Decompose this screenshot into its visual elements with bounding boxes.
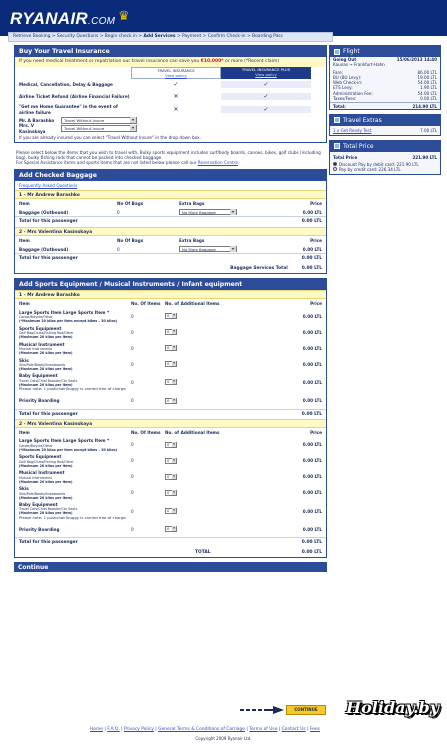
baggage-title: Add Checked Baggage (15, 170, 326, 181)
feature-label: "Get me Home Guarantee" in the event of airline failure (19, 104, 118, 115)
sports-item-name: Large Sports Item Large Sports Item * (19, 438, 110, 444)
item-count: 0 (131, 361, 134, 367)
col-item: Item (19, 200, 30, 206)
sports-item (19, 373, 131, 391)
sports-item-max: (Maximum 20 kilos per item) (19, 351, 73, 355)
passenger-total-row (15, 409, 326, 420)
check-icon: ✓ (221, 81, 311, 89)
col-item: Item (19, 301, 30, 307)
reservation-centre-link[interactable]: Reservation Centre (197, 160, 238, 166)
insurance-select[interactable]: Travel Without Insure ▾ (61, 117, 137, 124)
step-separator: > (138, 34, 143, 39)
check-icon: ✓ (221, 106, 311, 114)
fare-line (330, 96, 440, 101)
additional-items-cell (165, 398, 263, 404)
passenger-heading: 1 - Mr Andrew Barashko (15, 190, 326, 199)
flight-box (329, 45, 441, 110)
passenger-total-label: Total for this passenger (19, 256, 78, 262)
table-row (15, 393, 326, 409)
additional-items-select[interactable]: 0 ▾ (165, 313, 177, 319)
col-extra-bags: Extra Bags (179, 237, 205, 243)
table-row (15, 308, 326, 324)
sports-item-price: 0.00 LTL (302, 508, 322, 514)
footer-link-terms-of-use[interactable]: Terms of Use (249, 727, 278, 732)
fare-label: Web Check-in: (333, 80, 363, 86)
sports-item (19, 454, 131, 467)
baggage-item: Baggage (Outbound) (19, 246, 69, 252)
additional-items-cell (165, 345, 263, 351)
additional-items-cell (165, 474, 263, 480)
footer-link-terms-carriage[interactable]: General Terms & Conditions of Carriage (158, 727, 245, 732)
additional-items-cell (165, 458, 263, 464)
item-count: 0 (131, 458, 134, 464)
sports-item-max: (Maximum 20 kilos per item) (19, 495, 73, 500)
sports-item-price: 0.00 LTL (302, 345, 322, 351)
additional-items-select[interactable]: 0 ▾ (165, 474, 177, 480)
sports-item-name: Large Sports Item Large Sports Item * (19, 309, 110, 315)
fare-value: 54.00 LTL (417, 80, 437, 86)
additional-items-cell (165, 526, 263, 532)
col-item: Item (19, 237, 30, 243)
additional-items-select[interactable]: 0 ▾ (165, 398, 177, 404)
sports-item (19, 527, 131, 532)
passenger-heading: 2 - Mrs Valentina Kasinskaya (15, 227, 326, 236)
additional-items-select[interactable]: 0 ▾ (165, 490, 177, 496)
col-no-of-bags: No Of Bags (117, 200, 144, 206)
table-row (15, 485, 326, 501)
fare-value: 1.90 LTL (420, 85, 437, 91)
flight-total (330, 102, 440, 109)
step-retrieve-booking: Retrieve Booking (13, 34, 51, 39)
services-info-text: Please select below the items that you wish to travel with. Bulky sports equipment includes surf/body boards, canoes, bikes, golf clubs (including bag), bulky fishing rods that cannot be packed into checked baggage. (16, 149, 321, 161)
travel-extras-box (329, 114, 441, 136)
travel-extras-title-text: Travel Extras (343, 116, 382, 124)
step-confirm-check-in: Confirm Check-in (207, 34, 246, 39)
insurance-question (15, 57, 326, 67)
sports-item (19, 502, 131, 520)
baggage-item: Baggage (Outbound) (19, 209, 69, 215)
check-icon: ✓ (173, 80, 179, 88)
fare-value: 54.00 LTL (417, 90, 437, 96)
sports-item-sub: Canoe/Bicycle/Other (19, 314, 53, 319)
flight-date: 15/06/2013 14:40 (396, 57, 437, 62)
fare-label: Taxes/Fees: (333, 95, 357, 101)
extra-bags-select[interactable]: No More Baggage ▾ (179, 209, 237, 216)
insurance-note: If you are already insured you can select "Travel Without Insure" in the drop down box. (19, 134, 201, 140)
footer-sep: | (278, 727, 281, 732)
passenger-name: Mr. A Barashko (19, 118, 55, 123)
copyright: Copyright 2009 Ryanair Ltd. (195, 736, 252, 741)
sports-item-sub: Musical Instruments (19, 475, 53, 480)
sports-item (19, 470, 131, 483)
sports-total-label: TOTAL (195, 549, 211, 555)
col-price: Price (310, 237, 322, 243)
col-no-of-items: No. Of Items (131, 301, 161, 307)
plan-name: TRAVEL INSURANCE PLUS (241, 66, 291, 72)
flight-total-label: Total: (333, 103, 346, 109)
insurance-select[interactable]: Travel Without Insure ▾ (61, 125, 137, 132)
site-header (0, 0, 447, 36)
travel-extras-title (330, 115, 440, 126)
footer-sep: | (155, 727, 157, 732)
sports-item-price: 0.00 LTL (302, 526, 322, 532)
sports-item-note: Please note: 1 pushchair/buggy is carried free of charge. (19, 385, 127, 391)
booking-summary-sidebar (329, 45, 441, 179)
travel-insurance-column (131, 67, 221, 79)
insurance-feature-row (15, 91, 326, 103)
item-count: 0 (131, 329, 134, 335)
sports-item-max: (Maximum 20 kilos per item) (19, 463, 73, 468)
sports-item-price: 0.00 LTL (302, 397, 322, 403)
travel-insurance-plus-column (221, 67, 311, 79)
harp-logo-icon: ♛ (118, 9, 130, 24)
special-assistance-text: For Special Assistance items and sports items that are not listed below please call our (16, 160, 197, 166)
total-price-title (330, 141, 440, 152)
step-payment: Payment (182, 34, 202, 39)
plan-name: TRAVEL INSURANCE (157, 67, 195, 73)
item-count: 0 (131, 490, 134, 496)
faq-link[interactable]: Frequently Asked Questions (19, 182, 78, 188)
passenger-total: 0.00 LTL (301, 540, 322, 546)
additional-items-cell (165, 361, 263, 367)
insurance-passenger-row (15, 125, 326, 133)
flight-total-value: 214.90 LTL (412, 103, 437, 109)
sports-item-price: 0.00 LTL (302, 490, 322, 496)
plane-icon (334, 49, 340, 55)
sports-item-max: (Maximum 20 kilos per item) (19, 382, 73, 387)
step-separator: > (99, 34, 104, 39)
baggage-table-header (15, 236, 326, 245)
passenger-total: 0.00 LTL (301, 219, 322, 225)
flight-title-text: Flight (343, 47, 360, 55)
baggage-price: 0.00 LTL (302, 246, 322, 252)
view-policy-link[interactable]: View policy (165, 72, 187, 78)
sports-item-sub: Golf Bag/Clubs/Fishing Rod/Other (19, 330, 74, 335)
item-count: 0 (131, 526, 134, 532)
radio-credit[interactable] (333, 167, 337, 171)
fare-value: 0.00 LTL (420, 95, 437, 101)
fare-label: BU (BU Levy): (333, 75, 362, 81)
table-row (15, 324, 326, 340)
sports-item-name: Musical Instrument (19, 470, 65, 476)
additional-items-select[interactable]: 0 ▾ (165, 329, 177, 335)
pay-option-debit-text: Discount Pay by debit card: 221.90 LTL (339, 162, 419, 168)
cross-icon: ✕ (173, 92, 179, 100)
passenger-total: 0.00 LTL (301, 256, 322, 262)
logo-suffix: .COM (87, 16, 116, 27)
col-no-of-items: No. Of Items (131, 429, 161, 435)
extras-price: 7.00 LTL (420, 127, 437, 133)
table-row (15, 453, 326, 469)
baggage-services-total-label: Baggage Services Total (230, 265, 288, 271)
feature-label: Airline Ticket Refund (Airline Financial Failure) (19, 94, 130, 99)
total-price-box (329, 140, 441, 175)
footer-sep: | (104, 727, 106, 732)
sports-item-price: 0.00 LTL (302, 474, 322, 480)
col-no-of-bags: No Of Bags (117, 237, 144, 243)
footer-link-faq[interactable]: F.A.Q. (107, 727, 120, 732)
sports-item-price: 0.00 LTL (302, 329, 322, 335)
item-count: 0 (131, 397, 134, 403)
additional-items-cell (165, 442, 263, 448)
col-price: Price (310, 200, 322, 206)
baggage-section (14, 169, 327, 275)
table-row (15, 469, 326, 485)
footer-link-contact[interactable]: Contact Us (281, 727, 306, 732)
sports-item (19, 326, 131, 339)
continue-button[interactable]: CONTINUE (286, 705, 326, 715)
total-price-value: 221.90 LTL (412, 154, 437, 160)
sports-item-max: (*Maximum 20 kilos per item except bikes – 30 kilos) (19, 319, 118, 323)
route-text: Kaunas → Frankfurt-Hahn (333, 62, 385, 68)
sports-item-sub: Musical Instruments (19, 346, 53, 351)
passenger-name: Mrs. V Kasinskaya (19, 123, 46, 134)
sports-item-name: Skis (19, 486, 29, 492)
total-price-title-text: Total Price (343, 142, 374, 150)
insurance-passenger-row (15, 117, 326, 125)
pay-option-credit[interactable] (330, 167, 440, 174)
sports-item-price: 0.00 LTL (302, 379, 322, 385)
sports-item-note: Please note: 1 pushchair/buggy is carried free of charge. (19, 514, 127, 520)
col-additional-items: No. of Additional Items (165, 301, 220, 307)
passenger-heading: 1 - Mr Andrew Barashko (15, 290, 326, 299)
sports-item-price: 0.00 LTL (302, 458, 322, 464)
sports-item-max: (Maximum 20 kilos per item) (19, 335, 73, 339)
additional-items-select[interactable]: 0 ▾ (165, 458, 177, 464)
fare-value: 86.00 LTL (417, 70, 437, 76)
table-row (15, 356, 326, 372)
table-row (15, 372, 326, 392)
sports-item-name: Sports Equipment (19, 454, 62, 460)
table-row (15, 437, 326, 453)
table-row (15, 340, 326, 356)
passenger-total-label: Total for this passenger (19, 219, 78, 225)
table-row (15, 501, 326, 521)
baggage-price: 0.00 LTL (302, 209, 322, 215)
extras-icon (334, 117, 340, 123)
item-count: 0 (131, 508, 134, 514)
services-info: Please select below the items that you wish to travel with. Bulky sports equipment includes surf/body boards, canoes, bikes, golf clubs (including bag), bulky fishing rods that cannot be packed into checked baggage. For Special Assistance items and sports items that are not listed below please call our Reservation Centre. (14, 147, 327, 169)
sports-item-name: Priority Boarding (19, 397, 60, 403)
sports-section (14, 278, 327, 558)
insurance-section (14, 45, 327, 143)
view-policy-plus-link[interactable]: View policy (255, 71, 277, 77)
sports-grand-total (15, 548, 326, 558)
additional-items-select[interactable]: 0 ▾ (165, 345, 177, 351)
step-separator: > (51, 34, 56, 39)
additional-items-select[interactable]: 0 ▾ (165, 508, 177, 514)
passenger-total-label: Total for this passenger (19, 411, 78, 417)
footer-link-fees[interactable]: Fees (310, 727, 320, 732)
footer-sep: | (246, 727, 248, 732)
item-count: 0 (131, 313, 134, 319)
fare-value: 19.00 LTL (417, 75, 437, 81)
baggage-services-total (15, 264, 326, 274)
col-extra-bags: Extra Bags (179, 200, 205, 206)
passenger-heading: 2 - Mrs Valentina Kasinskaya (15, 419, 326, 428)
fare-label: Administration Fee: (333, 90, 373, 96)
insurance-question-suffix: or more (*Recent claim) (225, 59, 279, 64)
step-add-services: Add Services (143, 34, 176, 39)
additional-items-cell (165, 313, 263, 319)
main-content (14, 45, 327, 572)
step-begin-check-in: Begin check in (104, 34, 137, 39)
sports-table-header (15, 299, 326, 308)
col-price: Price (310, 429, 322, 435)
sports-item-sub: Travel Cots/Child Booster/Car Seats (19, 507, 78, 512)
check-icon: ✓ (221, 93, 311, 101)
sports-item-max: (Maximum 20 kilos per item) (19, 479, 73, 484)
sports-item-max: (Maximum 20 kilos per item) (19, 511, 73, 516)
table-row (15, 245, 326, 254)
additional-items-select[interactable]: 0 ▾ (165, 526, 177, 532)
checkin-steps-breadcrumb (8, 32, 333, 42)
fare-label: Fare: (333, 70, 343, 76)
insurance-question-text: If you need medical treatment or repatriation our travel insurance can save you (19, 59, 200, 64)
table-row (15, 521, 326, 537)
passenger-total-row (15, 537, 326, 548)
sports-item-sub: Skis/Pole/Boots/Snowboards (19, 491, 66, 496)
bag-count: 0 (117, 246, 120, 252)
sports-item-name: Baby Equipment (19, 502, 58, 508)
step-boarding-pass: Boarding Pass (252, 34, 283, 39)
item-count: 0 (131, 379, 134, 385)
sports-item-sub: Skis/Pole/Boots/Snowboards (19, 362, 66, 367)
additional-items-cell (165, 508, 263, 514)
extras-line (330, 126, 440, 135)
insurance-plan-header (15, 67, 326, 79)
sports-item-name: Baby Equipment (19, 373, 58, 379)
sports-item (19, 310, 131, 323)
passenger-total: 0.00 LTL (301, 411, 322, 417)
radio-debit[interactable] (333, 162, 337, 166)
footer-sep: | (121, 727, 123, 732)
going-out-label: Going Out (333, 57, 357, 62)
sports-item-sub: Canoe/Bicycle/Other (19, 443, 53, 448)
step-separator: > (246, 34, 251, 39)
cross-icon: ✕ (173, 105, 179, 113)
sports-item (19, 358, 131, 371)
footer-sep: | (307, 727, 309, 732)
sports-item (19, 438, 131, 451)
additional-items-select[interactable]: 0 ▾ (165, 361, 177, 367)
insurance-title: Buy Your Travel Insurance (15, 46, 326, 57)
footer-links (40, 727, 370, 733)
step-security-questions: Security Questions (56, 34, 99, 39)
feature-label: Medical, Cancellation, Delay & Baggage (19, 82, 113, 87)
sports-item-name: Musical Instrument (19, 341, 65, 347)
baggage-table-header (15, 199, 326, 208)
sports-item-name: Skis (19, 357, 29, 363)
footer-link-privacy[interactable]: Privacy Policy (123, 727, 154, 732)
flight-title (330, 46, 440, 57)
pay-option-credit-text: Pay by credit card: 226.34 LTL (339, 167, 401, 173)
bag-count: 0 (117, 209, 120, 215)
passenger-total-row (15, 253, 326, 264)
baggage-services-total-value: 0.00 LTL (301, 265, 322, 271)
sports-item (19, 398, 131, 403)
additional-items-select[interactable]: 0 ▾ (165, 442, 177, 448)
additional-items-cell (165, 379, 263, 385)
sports-item-price: 0.00 LTL (302, 313, 322, 319)
passenger-total-row (15, 216, 326, 227)
footer-link-home[interactable]: Home (90, 727, 103, 732)
additional-items-select[interactable]: 0 ▾ (165, 379, 177, 385)
sports-item-price: 0.00 LTL (302, 442, 322, 448)
col-price: Price (310, 301, 322, 307)
sports-item-max: (Maximum 20 kilos per item) (19, 367, 73, 371)
insurance-feature-row (15, 103, 326, 117)
additional-items-cell (165, 490, 263, 496)
sports-item-sub: Golf Bag/Clubs/Fishing Rod/Other (19, 459, 74, 464)
total-price-label: Total Price (333, 154, 358, 160)
item-count: 0 (131, 442, 134, 448)
extra-bags-select[interactable]: No More Baggage ▾ (179, 246, 237, 253)
sports-item-sub: Travel Cots/Child Booster/Car Seats (19, 378, 78, 383)
table-row (15, 208, 326, 217)
sports-item-max: (*Maximum 20 kilos per item except bikes – 30 kilos) (19, 447, 118, 452)
sports-item-price: 0.00 LTL (302, 361, 322, 367)
insurance-feature-row (15, 79, 326, 91)
watermark-logo: Holiday.by (346, 698, 440, 717)
insurance-amount: €10,000* (200, 59, 224, 64)
arrow-icon (240, 706, 284, 714)
sports-item (19, 486, 131, 499)
sports-item-name: Sports Equipment (19, 325, 62, 331)
logo-text: RYANAIR (10, 9, 88, 28)
fare-label: ETS Levy: (333, 85, 353, 91)
sports-item (19, 342, 131, 355)
col-item: Item (19, 429, 30, 435)
passenger-total-label: Total for this passenger (19, 540, 78, 546)
item-count: 0 (131, 345, 134, 351)
step-separator: > (176, 34, 181, 39)
continue-section-bar: Continue (14, 562, 327, 572)
col-additional-items: No. of Additional Items (165, 429, 220, 435)
step-separator: > (202, 34, 207, 39)
extras-item[interactable]: 1 x Get Ready Test (333, 127, 372, 133)
ryanair-logo[interactable] (10, 8, 115, 29)
sports-table-header (15, 428, 326, 437)
price-icon (334, 143, 340, 149)
sports-passengers (15, 290, 326, 547)
sports-total-value: 0.00 LTL (301, 549, 322, 555)
total-price-line (330, 153, 440, 162)
sports-title: Add Sports Equipment / Musical Instruments / Infant equipment (15, 279, 326, 290)
item-count: 0 (131, 474, 134, 480)
additional-items-cell (165, 329, 263, 335)
sports-item-name: Priority Boarding (19, 526, 60, 532)
